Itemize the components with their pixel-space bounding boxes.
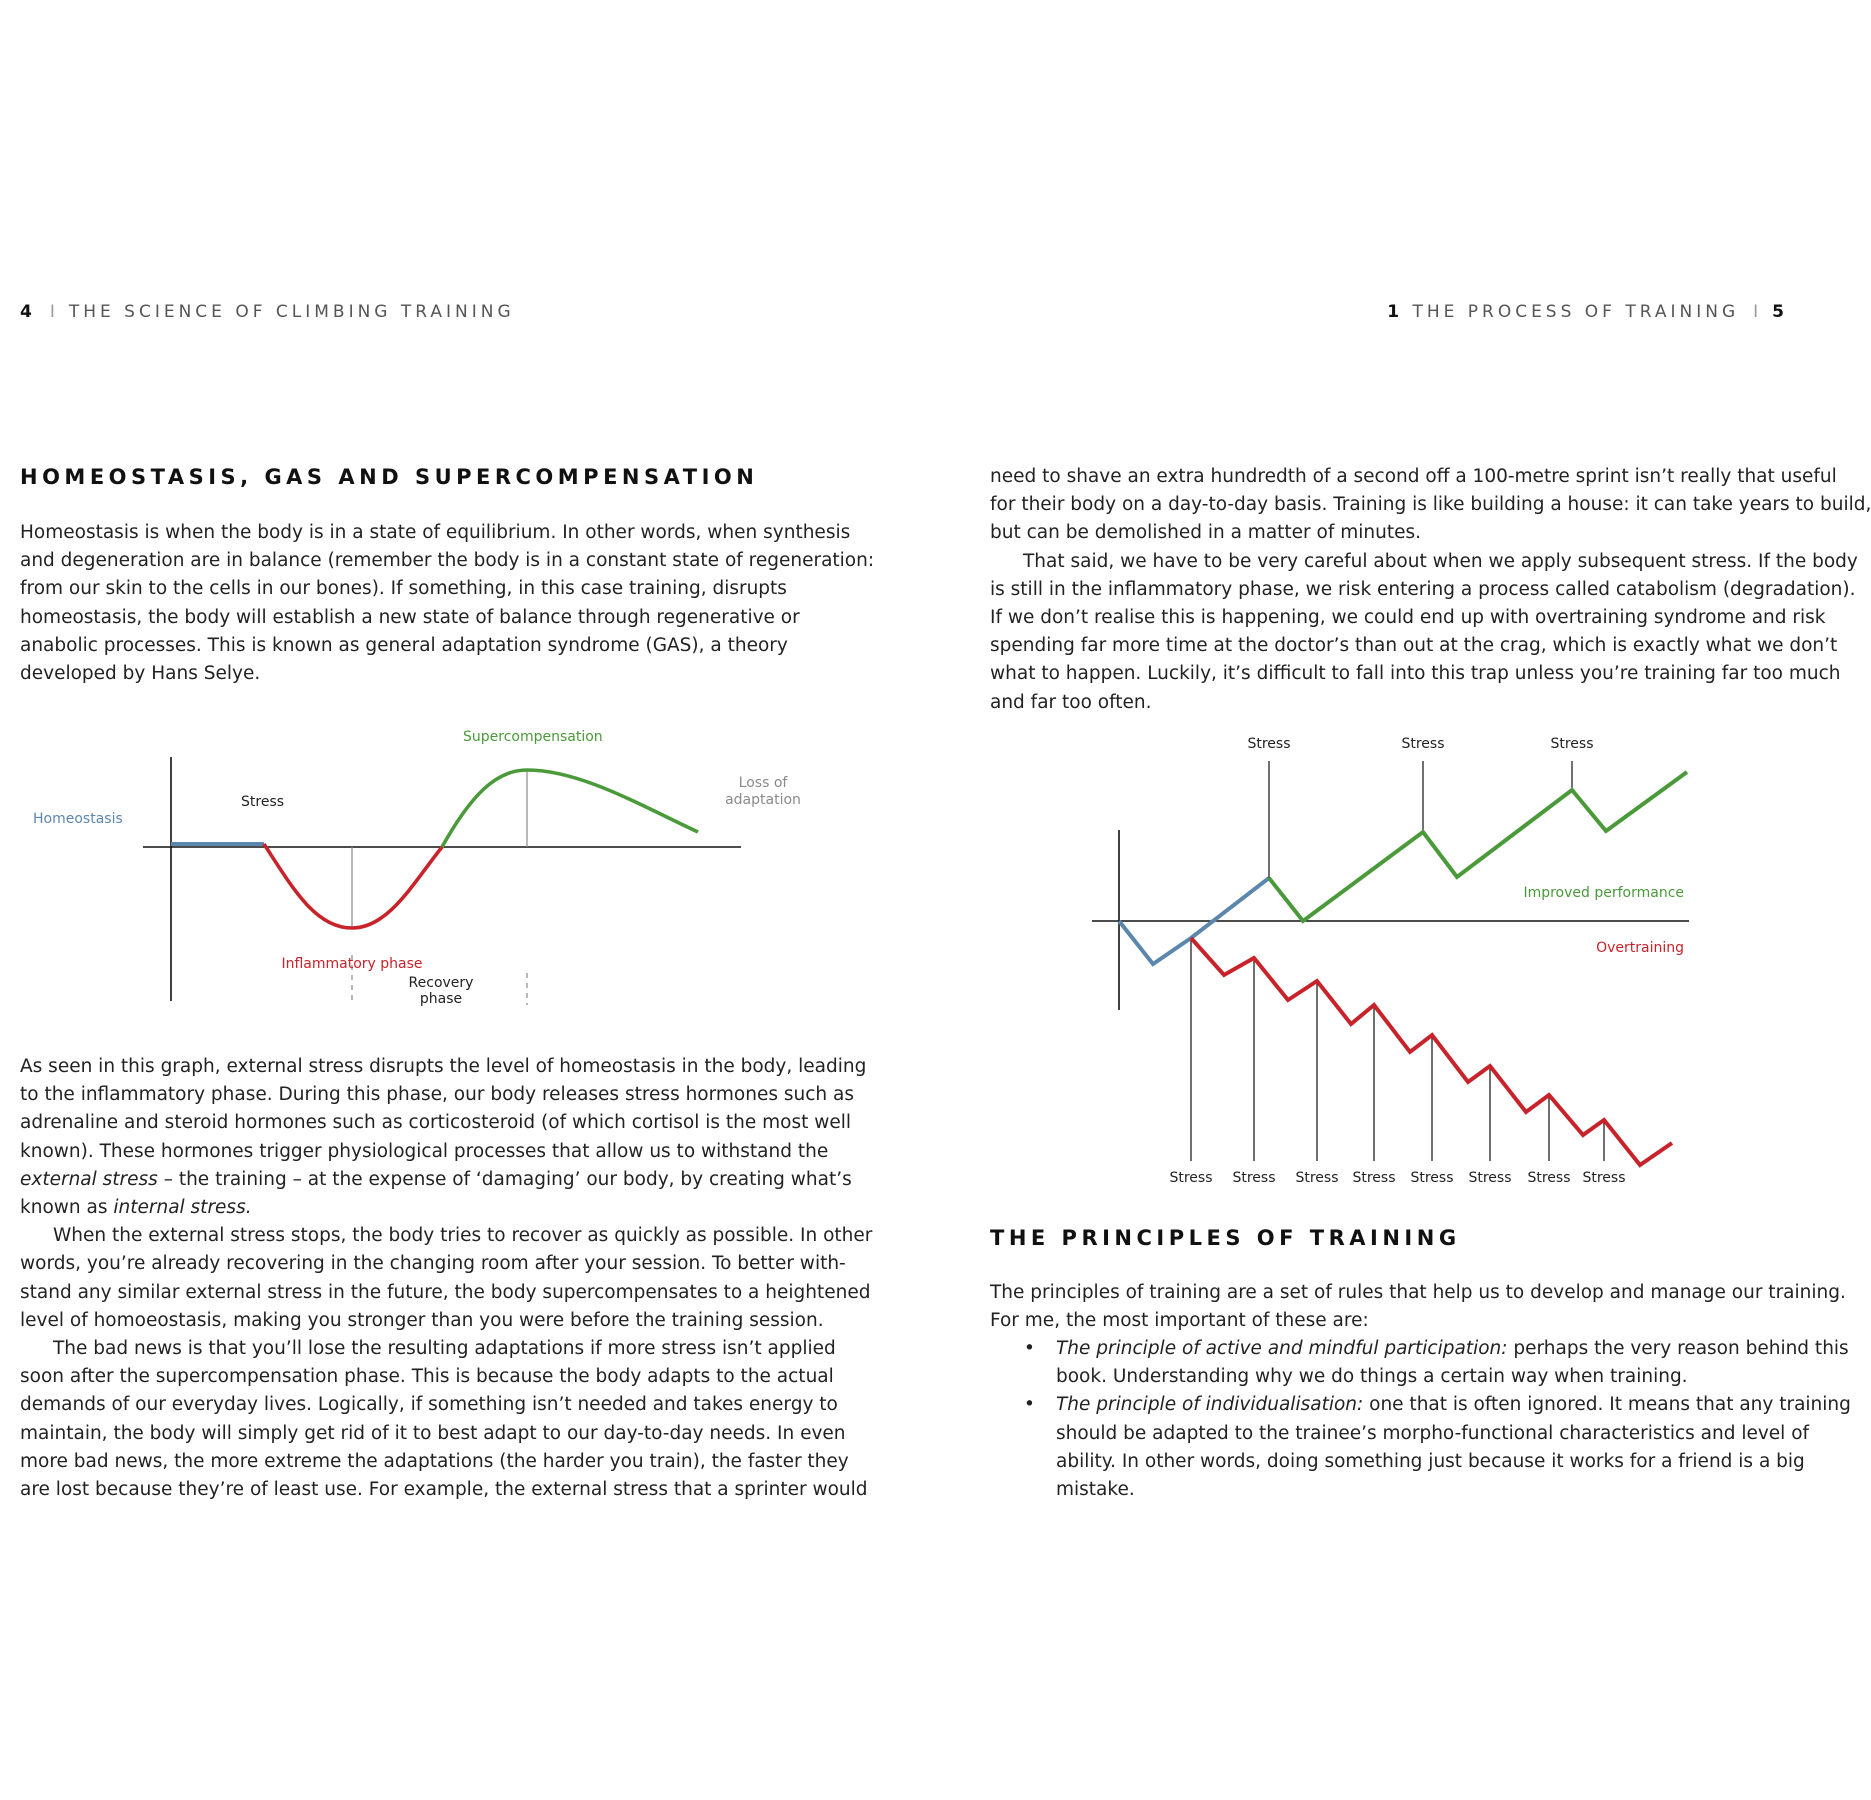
gas-explanation-paragraph xyxy=(20,1053,873,1504)
label-loss-line1: Loss of xyxy=(738,775,788,791)
text-line: what to happen. Luckily, it’s difficult to fall into this trap unless you’re training far too much xyxy=(990,663,1841,685)
running-head-separator: I xyxy=(49,302,55,322)
text-line: spending far more time at the doctor’s than out at the crag, which is exactly what we don’t xyxy=(990,635,1838,657)
label-recovery-line1: Recovery xyxy=(408,975,474,991)
text-line: more bad news, the more extreme the adaptations (the harder you train), the faster they xyxy=(20,1450,849,1472)
label-stress-bottom: Stress xyxy=(1169,1170,1213,1186)
bullet-marker: • xyxy=(1024,1338,1035,1359)
label-stress-bottom: Stress xyxy=(1295,1170,1339,1186)
text-line xyxy=(20,1166,852,1194)
text-line: That said, we have to be very careful about when we apply subsequent stress. If the body xyxy=(1023,550,1858,572)
text-line: As seen in this graph, external stress disrupts the level of homeostasis in the body, leading xyxy=(20,1056,867,1077)
page-number-right: 5 xyxy=(1772,302,1788,322)
label-inflammatory: Inflammatory phase xyxy=(281,956,423,972)
text-line: are lost because they’re of least use. For example, the external stress that a sprinter would xyxy=(20,1479,868,1501)
bullet-marker: • xyxy=(1024,1394,1035,1416)
text-line: and far too often. xyxy=(990,691,1152,713)
list-item xyxy=(1010,1391,1851,1504)
text-span: one that is often ignored. It means that any training xyxy=(1363,1394,1851,1416)
text-line: mistake. xyxy=(1056,1479,1135,1501)
text-line: need to shave an extra hundredth of a second off a 100-metre sprint isn’t really that useful xyxy=(990,466,1837,487)
text-line: should be adapted to the trainee’s morpho-functional characteristics and level of xyxy=(1056,1422,1810,1444)
text-line: but can be demolished in a matter of minutes. xyxy=(990,522,1422,544)
label-loss-line2: adaptation xyxy=(725,792,801,808)
text-line: and degeneration are in balance (remember the body is in a constant state of regeneration: xyxy=(20,550,875,572)
text-line: maintain, the body will simply get rid of it to best adapt to our day-to-day needs. In even xyxy=(20,1422,846,1444)
text-line: developed by Hans Selye. xyxy=(20,663,261,685)
label-stress-bottom: Stress xyxy=(1468,1170,1512,1186)
running-head-right xyxy=(1387,302,1788,322)
text-line: adrenaline and steroid hormones such as corticosteroid (of which cortisol is the most well xyxy=(20,1112,852,1134)
chapter-title: THE PROCESS OF TRAINING xyxy=(1412,302,1740,322)
label-stress-top: Stress xyxy=(1247,736,1291,752)
principle-name: The principle of active and mindful participation: xyxy=(1056,1338,1508,1359)
inflammatory-curve xyxy=(264,844,442,928)
book-title: THE SCIENCE OF CLIMBING TRAINING xyxy=(68,302,515,322)
text-span: perhaps the very reason behind this xyxy=(1507,1338,1849,1359)
list-item xyxy=(1010,1335,1851,1391)
text-line: known). These hormones trigger physiological processes that allow us to withstand the xyxy=(20,1140,829,1162)
section-heading-principles: THE PRINCIPLES OF TRAINING xyxy=(990,1226,1461,1250)
text-line: If we don’t realise this is happening, we could end up with overtraining syndrome and risk xyxy=(990,607,1826,629)
label-stress-bottom: Stress xyxy=(1527,1170,1571,1186)
label-stress-bottom: Stress xyxy=(1232,1170,1276,1186)
stress-overtraining-diagram xyxy=(1080,725,1720,1185)
gas-diagram xyxy=(0,715,830,1015)
label-stress-top: Stress xyxy=(1401,736,1445,752)
text-line: For me, the most important of these are: xyxy=(990,1310,1369,1332)
text-line: Homeostasis is when the body is in a state of equilibrium. In other words, when synthesis xyxy=(20,522,851,543)
text-line: soon after the supercompensation phase. This is because the body adapts to the actual xyxy=(20,1366,834,1388)
text-line: When the external stress stops, the body tries to recover as quickly as possible. In other xyxy=(53,1225,873,1247)
label-overtraining: Overtraining xyxy=(1596,940,1684,956)
chapter-number: 1 xyxy=(1387,302,1404,322)
label-stress-bottom: Stress xyxy=(1582,1170,1626,1186)
text-line: is still in the inflammatory phase, we risk entering a process called catabolism (degradation). xyxy=(990,578,1856,600)
text-line: to the inflammatory phase. During this phase, our body releases stress hormones such as xyxy=(20,1084,854,1106)
text-span: – the training – at the expense of ‘damaging’ our body, by creating what’s xyxy=(157,1168,852,1190)
principle-name: The principle of individualisation: xyxy=(1056,1394,1364,1416)
text-line: ability. In other words, doing something just because it works for a friend is a big xyxy=(1056,1450,1805,1472)
text-line: demands of our everyday lives. Logically, if something isn’t needed and takes energy to xyxy=(20,1394,838,1416)
continuation-paragraph xyxy=(990,463,1871,717)
italic-term: internal stress. xyxy=(113,1197,252,1219)
label-improved-performance: Improved performance xyxy=(1523,885,1684,901)
text-line xyxy=(1056,1391,1851,1419)
label-homeostasis: Homeostasis xyxy=(33,811,123,827)
label-stress-bottom: Stress xyxy=(1410,1170,1454,1186)
section-heading-homeostasis: HOMEOSTASIS, GAS AND SUPERCOMPENSATION xyxy=(20,465,759,489)
label-recovery-line2: phase xyxy=(419,991,463,1007)
running-head-left xyxy=(20,302,515,322)
text-line: from our skin to the cells in our bones). If something, in this case training, disrupts xyxy=(20,578,787,600)
text-span: known as xyxy=(20,1197,114,1219)
principles-intro xyxy=(990,1279,1846,1335)
running-head-separator: I xyxy=(1753,302,1759,322)
label-stress-bottom: Stress xyxy=(1352,1170,1396,1186)
principles-list xyxy=(1010,1335,1851,1504)
text-line xyxy=(1056,1335,1851,1363)
label-stress: Stress xyxy=(241,794,285,810)
text-line: The principles of training are a set of rules that help us to develop and manage our training. xyxy=(990,1282,1846,1303)
supercompensation-curve xyxy=(442,770,698,847)
page-number-left: 4 xyxy=(20,302,36,322)
text-line: homeostasis, the body will establish a new state of balance through regenerative or xyxy=(20,606,800,628)
intro-paragraph xyxy=(20,519,875,688)
text-line: stand any similar external stress in the future, the body supercompensates to a heightened xyxy=(20,1281,871,1303)
italic-term: external stress xyxy=(20,1168,158,1190)
text-line xyxy=(20,1194,820,1222)
text-line: anabolic processes. This is known as general adaptation syndrome (GAS), a theory xyxy=(20,634,788,656)
text-line: level of homoeostasis, making you stronger than you were before the training session. xyxy=(20,1309,824,1331)
text-line: words, you’re already recovering in the changing room after your session. To better with- xyxy=(20,1253,846,1275)
label-supercompensation: Supercompensation xyxy=(463,729,603,745)
text-line: for their body on a day-to-day basis. Training is like building a house: it can take years to build, xyxy=(990,494,1871,516)
label-stress-top: Stress xyxy=(1550,736,1594,752)
text-line: The bad news is that you’ll lose the resulting adaptations if more stress isn’t applied xyxy=(53,1338,836,1360)
text-line: book. Understanding why we do things a certain way when training. xyxy=(1056,1366,1688,1388)
